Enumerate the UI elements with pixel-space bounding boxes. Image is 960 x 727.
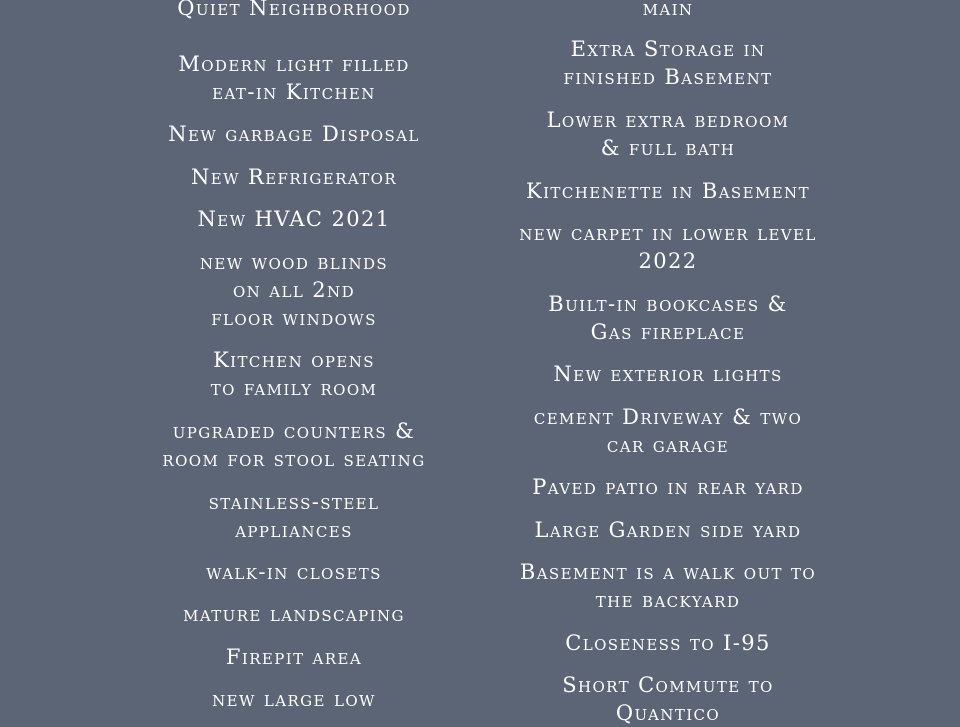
- feature-item: new carpet in lower level 2022: [519, 221, 817, 273]
- feature-item: Closeness to I-95: [565, 631, 771, 655]
- feature-item: Extra Storage in finished Basement: [563, 37, 773, 89]
- feature-item: cement Driveway & two car garage: [533, 405, 803, 457]
- feature-item: Modern light filled eat-in Kitchen: [178, 52, 410, 104]
- feature-item: walk-in closets: [206, 560, 382, 584]
- feature-item: Quiet Neighborhood: [177, 0, 411, 20]
- feature-item: New HVAC 2021: [197, 207, 391, 231]
- feature-item: Paved patio in rear yard: [532, 475, 804, 499]
- feature-item: Short Commute to Quantico: [562, 673, 774, 725]
- feature-item: New Refrigerator: [190, 165, 398, 189]
- feature-item: Built-in bookcases & Gas fireplace: [548, 292, 788, 344]
- feature-item: upgraded counters & room for stool seating: [162, 419, 426, 471]
- feature-item: New exterior lights: [553, 362, 783, 386]
- feature-item: Kitchen opens to family room: [210, 348, 378, 400]
- feature-item: new large low: [212, 687, 376, 711]
- feature-item: Large Garden side yard: [534, 518, 802, 542]
- feature-item: Firepit area: [225, 645, 363, 669]
- feature-item: Basement is a walk out to the backyard: [519, 560, 817, 612]
- feature-item: mature landscaping: [183, 602, 405, 626]
- feature-item: stainless-steel appliances: [208, 490, 380, 542]
- feature-item: Lower extra bedroom & full bath: [546, 108, 790, 160]
- feature-item: Kitchenette in Basement: [526, 179, 810, 203]
- feature-item: main: [642, 0, 694, 20]
- feature-item: new wood blinds on all 2nd floor windows: [199, 250, 389, 330]
- feature-item: New garbage Disposal: [168, 122, 420, 146]
